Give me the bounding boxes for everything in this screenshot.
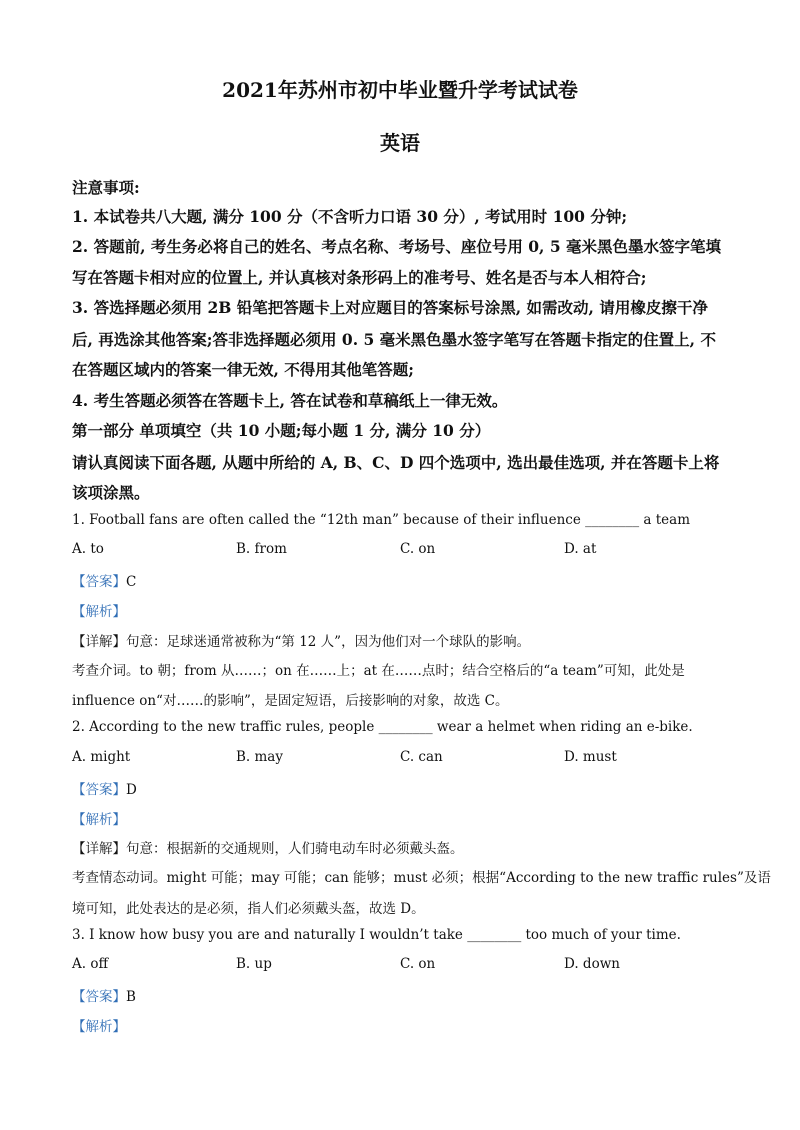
option-b: B. may: [236, 749, 283, 765]
option-a: A. off: [72, 956, 109, 972]
option-c: C. on: [400, 541, 436, 557]
answer-label: 【答案】: [72, 989, 126, 1005]
question-stem: 2. According to the new traffic rules, people ________ wear a helmet when riding an e-bike.: [72, 719, 693, 735]
notice-line: 后, 再选涂其他答案;答非选择题必须用 0. 5 毫米黑色墨水签字笔写在答题卡指定的住置上, 不: [72, 330, 716, 349]
analysis-label: 【解析】: [72, 604, 126, 620]
detail-line: influence on“对……的影响”，是固定短语，后接影响的对象，故选 C。: [72, 693, 509, 709]
subject-title: 英语: [380, 131, 420, 155]
answer-row: [72, 778, 732, 798]
answer-row: [72, 985, 732, 1005]
option-c: C. on: [400, 956, 436, 972]
answer-value: B: [126, 989, 136, 1005]
option-a: A. might: [72, 749, 131, 765]
option-b: B. from: [236, 541, 287, 557]
option-d: D. must: [564, 749, 617, 765]
notice-line: 4. 考生答题必须答在答题卡上, 答在试卷和草稿纸上一律无效。: [72, 391, 508, 410]
answer-label: 【答案】: [72, 574, 126, 590]
section-instructions: 该项涂黑。: [72, 483, 150, 502]
detail-line: 【详解】句意：足球迷通常被称为“第 12 人”，因为他们对一个球队的影响。: [72, 634, 531, 650]
notice-line: 3. 答选择题必须用 2B 铅笔把答题卡上对应题目的答案标号涂黑, 如需改动, 请用橡皮擦干净: [72, 298, 708, 317]
detail-line: 境可知，此处表达的是必须，指人们必须戴头盔，故选 D。: [72, 901, 425, 917]
answer-row: [72, 570, 732, 590]
option-d: D. down: [564, 956, 620, 972]
option-b: B. up: [236, 956, 272, 972]
section-instructions: 请认真阅读下面各题, 从题中所给的 A, B、C、D 四个选项中, 选出最佳选项, 并在答题卡上将: [72, 453, 720, 472]
notice-line: 在答题区域内的答案一律无效, 不得用其他笔答题;: [72, 360, 415, 379]
answer-value: D: [126, 782, 137, 798]
notice-heading: 注意事项:: [72, 178, 140, 197]
section-title: 第一部分 单项填空（共 10 小题;每小题 1 分, 满分 10 分）: [72, 421, 491, 440]
notice-line: 写在答题卡相对应的位置上, 并认真核对条形码上的准考号、姓名是否与本人相符合;: [72, 268, 647, 287]
exam-title: 2021年苏州市初中毕业暨升学考试试卷: [222, 78, 578, 102]
answer-label: 【答案】: [72, 782, 126, 798]
question-stem: 3. I know how busy you are and naturally I wouldn’t take ________ too much of your time.: [72, 927, 681, 943]
detail-line: 【详解】句意：根据新的交通规则，人们骑电动车时必须戴头盔。: [72, 841, 464, 857]
answer-value: C: [126, 574, 137, 590]
analysis-label: 【解析】: [72, 812, 126, 828]
option-d: D. at: [564, 541, 597, 557]
option-c: C. can: [400, 749, 443, 765]
detail-line: 考查情态动词。might 可能；may 可能；can 能够；must 必须；根据“According to the new traffic rules”及语: [72, 870, 771, 886]
analysis-label: 【解析】: [72, 1019, 126, 1035]
notice-line: 1. 本试卷共八大题, 满分 100 分（不含听力口语 30 分）, 考试用时 100 分钟;: [72, 207, 628, 226]
notice-line: 2. 答题前, 考生务必将自己的姓名、考点名称、考场号、座位号用 0, 5 毫米黑色墨水签字笔填: [72, 237, 722, 256]
question-stem: 1. Football fans are often called the “12th man” because of their influence ________ a team: [72, 512, 691, 528]
detail-line: 考查介词。to 朝；from 从……；on 在……上；at 在……点时；结合空格后的“a team”可知，此处是: [72, 663, 685, 679]
option-a: A. to: [72, 541, 104, 557]
